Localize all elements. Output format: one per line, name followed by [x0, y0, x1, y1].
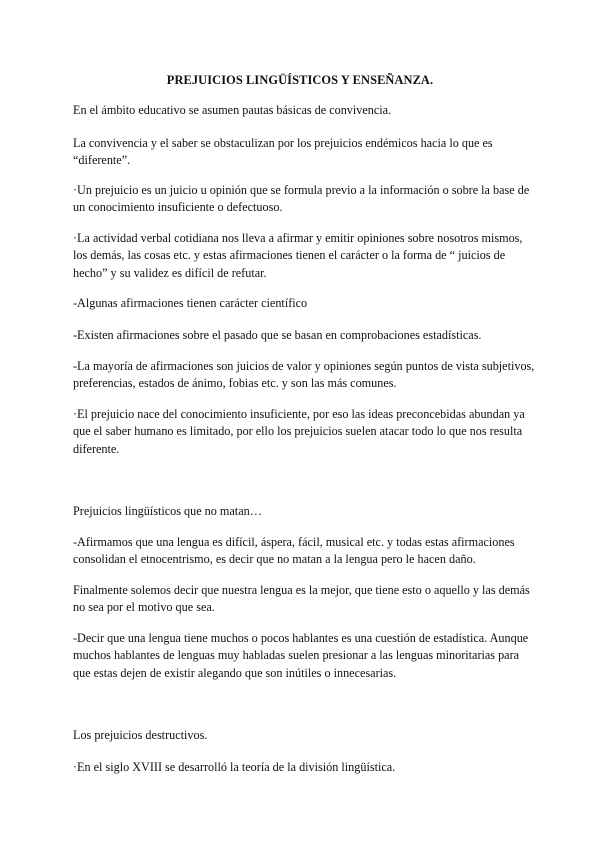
paragraph-actividad-verbal: ·La actividad verbal cotidiana nos lleva a afirmar y emitir opiniones sobre nosotros mismos, los demás, las cosas etc. y estas afirmaciones tienen el carácter o la forma de “ juicios de hecho” y su validez es difícil de refutar.: [73, 231, 523, 280]
document-title: PREJUICIOS LINGÜÍSTICOS Y ENSEÑANZA.: [166, 73, 434, 87]
section-heading-no-matan: Prejuicios lingüísticos que no matan…: [73, 504, 262, 518]
paragraph-siglo-xviii: ·En el siglo XVIII se desarrolló la teoría de la división lingüística.: [73, 760, 396, 774]
paragraph-juicios-de-valor: -La mayoría de afirmaciones son juicios de valor y opiniones según puntos de vista subjetivos, preferencias, estados de ánimo, fobias etc. y son las más comunes.: [73, 359, 535, 391]
paragraph-comprobaciones-estadisticas: -Existen afirmaciones sobre el pasado que se basan en comprobaciones estadísticas.: [73, 328, 482, 342]
paragraph-nuestra-lengua: Finalmente solemos decir que nuestra lengua es la mejor, que tiene esto o aquello y las demás no sea por el motivo que sea.: [73, 583, 530, 615]
paragraph-convivencia-intro: En el ámbito educativo se asumen pautas básicas de convivencia.: [73, 103, 392, 117]
paragraph-etnocentrismo: -Afirmamos que una lengua es difícil, áspera, fácil, musical etc. y todas estas afirmaciones consolidan el etnocentrismo, es decir que no matan a la lengua pero le hacen daño.: [73, 535, 515, 567]
paragraph-convivencia-saber: La convivencia y el saber se obstaculizan por los prejuicios endémicos hacia lo que es “diferente”.: [73, 136, 493, 168]
paragraph-conocimiento-insuficiente: ·El prejuicio nace del conocimiento insuficiente, por eso las ideas preconcebidas abundan ya que el saber humano es limitado, por ello los prejuicios suelen atacar todo lo que nos resulta diferente.: [73, 407, 525, 456]
paragraph-hablantes-estadistica: -Decir que una lengua tiene muchos o pocos hablantes es una cuestión de estadística. Aunque muchos hablantes de lenguas muy habladas suelen presionar a las lenguas minoritarias para que estas dejen de existir alegando que son inútiles o innecesarias.: [73, 631, 529, 680]
paragraph-caracter-cientifico: -Algunas afirmaciones tienen carácter científico: [73, 296, 308, 310]
section-heading-destructivos: Los prejuicios destructivos.: [73, 728, 208, 742]
paragraph-definicion-prejuicio: ·Un prejuicio es un juicio u opinión que se formula previo a la información o sobre la base de un conocimiento insuficiente o defectuoso.: [73, 183, 530, 215]
